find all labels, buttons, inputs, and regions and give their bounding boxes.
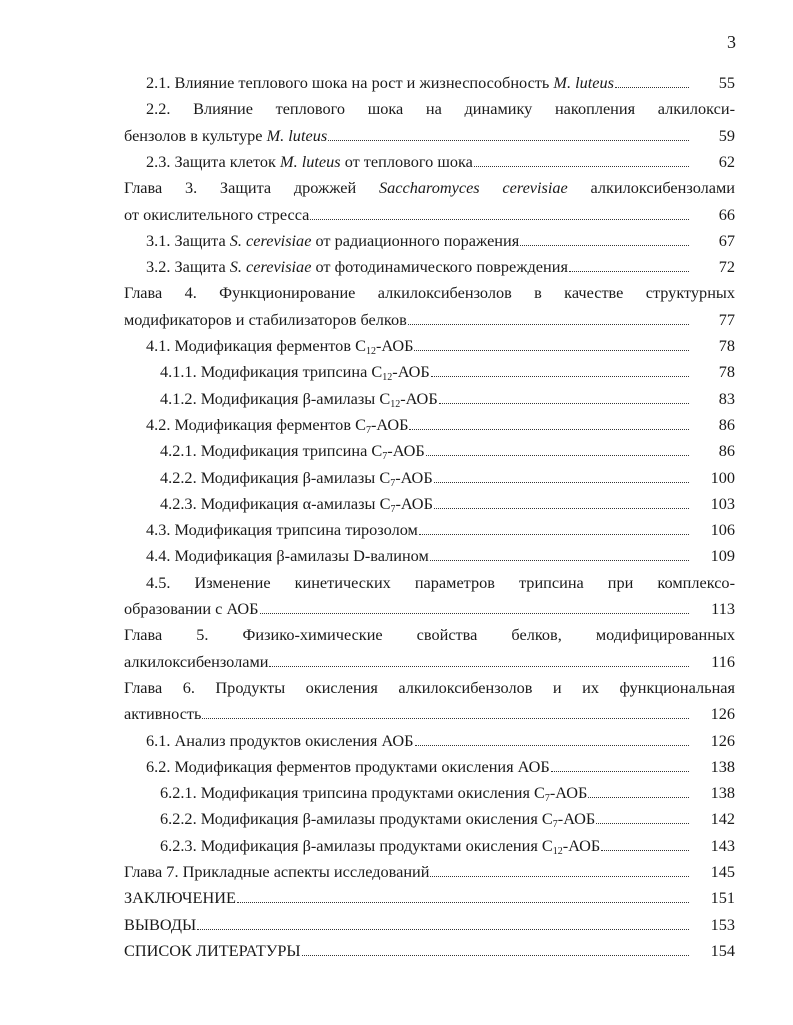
toc-entry[interactable] [124, 596, 735, 622]
toc-entry-title [124, 202, 309, 228]
toc-row [0, 491, 793, 517]
toc-entry[interactable] [124, 202, 735, 228]
toc-row [0, 228, 793, 254]
toc-entry-title [124, 307, 407, 333]
toc-page-number: 138 [710, 783, 735, 803]
toc-text: M. luteus [553, 73, 615, 92]
toc-entry[interactable] [124, 123, 735, 149]
toc-row [0, 333, 793, 359]
toc-entry-title [160, 438, 425, 464]
toc-text: -АОБ [370, 414, 409, 434]
toc-entry[interactable] [124, 649, 735, 675]
toc-text: 4.2. Модификация ферментов С [146, 414, 366, 434]
toc-entry-title [146, 149, 473, 175]
toc-page-number: 78 [718, 336, 735, 355]
toc-entry-title [124, 123, 327, 149]
dot-leader [615, 87, 689, 88]
toc-page-number: 55 [718, 73, 735, 92]
toc-entry[interactable] [124, 912, 735, 938]
toc-entry-title [146, 728, 414, 754]
toc-text: ВЫВОДЫ [124, 914, 197, 934]
toc-text: 3.1. Защита [146, 230, 230, 250]
toc-entry-title [146, 333, 413, 359]
toc-page-number: 78 [718, 362, 735, 382]
dot-leader [520, 245, 689, 246]
dot-leader [202, 718, 689, 719]
toc-text: -АОБ [387, 441, 425, 461]
dot-leader [237, 902, 689, 903]
toc-text: Saccharomyces cerevisiae [378, 178, 568, 198]
toc-page-number: 116 [711, 651, 735, 671]
dot-leader [269, 666, 689, 667]
toc-page-number: 86 [718, 414, 735, 434]
toc-row [0, 307, 793, 333]
toc-row [0, 175, 793, 201]
toc-entry[interactable] [124, 701, 735, 727]
toc-entry[interactable] [160, 438, 735, 464]
toc-line [146, 96, 735, 122]
toc-subscript: 7 [365, 424, 371, 436]
toc-entry-title [160, 359, 430, 385]
toc-text: от фотодинамического повреждения [311, 257, 568, 277]
toc-text: 6.2.3. Модификация β-амилазы продуктами окисления С [160, 835, 553, 855]
toc-row [0, 517, 793, 543]
toc-text: 2.1. Влияние теплового шока на рост и жизнеспособность [146, 73, 554, 92]
toc-entry[interactable] [160, 359, 735, 385]
toc-subscript: 12 [382, 372, 393, 384]
page-number: 3 [727, 32, 736, 52]
toc-row [0, 859, 793, 885]
toc-line [124, 175, 735, 201]
toc-text: 6.2.2. Модификация β-амилазы продуктами окисления С [160, 809, 553, 829]
toc-entry[interactable] [146, 333, 735, 359]
toc-entry-title [124, 701, 201, 727]
toc-text: СПИСОК ЛИТЕРАТУРЫ [124, 940, 301, 960]
toc-page-number: 67 [718, 230, 735, 250]
toc-text: 4.3. Модификация трипсина тирозолом [146, 520, 418, 540]
dot-leader [409, 429, 689, 430]
toc-row [0, 359, 793, 385]
toc-page-number: 103 [710, 493, 735, 513]
toc-page-number: 142 [710, 809, 735, 829]
toc-page-number: 145 [710, 862, 735, 881]
toc-subscript: 12 [390, 398, 401, 410]
dot-leader [414, 350, 689, 351]
toc-text: Глава 7. Прикладные аспекты исследований [124, 862, 430, 881]
toc-text: ЗАКЛЮЧЕНИЕ [124, 888, 236, 908]
dot-leader [596, 823, 689, 824]
toc-entry-title [160, 833, 600, 859]
toc-page-number: 106 [710, 520, 735, 540]
toc-text: M. luteus [280, 151, 341, 171]
toc-text: 2.2. Влияние теплового шока на динамику накопления алкилокси- [146, 99, 735, 119]
toc-text: 3.2. Защита [146, 257, 230, 277]
toc-subscript: 7 [544, 793, 550, 805]
toc-text: 4.4. Модификация β-амилазы D-валином [146, 546, 429, 566]
toc-subscript: 7 [382, 451, 388, 463]
toc-entry[interactable] [160, 386, 735, 412]
toc-line [146, 570, 735, 596]
toc-text: -АОБ [549, 783, 588, 803]
toc-row [0, 465, 793, 491]
toc-row [0, 938, 793, 964]
toc-entry[interactable] [146, 149, 735, 175]
dot-leader [302, 955, 689, 956]
toc-text: образовании с АОБ [124, 599, 259, 618]
toc-text: 4.2.3. Модификация α-амилазы С [160, 493, 391, 513]
dot-leader [415, 745, 690, 746]
toc-text: -АОБ [395, 467, 433, 487]
toc-text: -АОБ [557, 809, 596, 829]
dot-leader [551, 771, 689, 772]
toc-entry-title [124, 649, 268, 675]
toc-entry[interactable] [160, 833, 735, 859]
toc-row [0, 149, 793, 175]
toc-text: 6.1. Анализ продуктов окисления АОБ [146, 730, 414, 750]
toc-entry[interactable] [146, 728, 735, 754]
toc-entry[interactable] [146, 754, 735, 780]
toc-entry[interactable] [146, 412, 735, 438]
toc-entry[interactable] [124, 307, 735, 333]
toc-page-number: 86 [718, 441, 735, 461]
toc-row [0, 912, 793, 938]
toc-entry[interactable] [124, 938, 735, 964]
dot-leader [310, 219, 689, 220]
toc-page-number: 113 [711, 599, 735, 618]
toc-entry-title [146, 254, 568, 280]
toc-text: 4.2.2. Модификация β-амилазы С [160, 467, 391, 487]
toc-entry[interactable] [146, 517, 735, 543]
toc-entry-title [146, 70, 614, 96]
toc-entry[interactable] [160, 491, 735, 517]
toc-row [0, 438, 793, 464]
toc-text: 2.3. Защита клеток [146, 151, 281, 171]
toc-entry[interactable] [146, 70, 735, 96]
toc-text: Глава 5. Физико-химические свойства белков, модифицированных [124, 625, 735, 645]
toc-page-number: 66 [718, 204, 735, 224]
toc-entry[interactable] [146, 254, 735, 280]
toc-entry-title [146, 517, 418, 543]
toc-row [0, 754, 793, 780]
toc-text: -АОБ [562, 835, 601, 855]
toc-subscript: 12 [365, 346, 376, 357]
toc-row [0, 622, 793, 648]
toc-row [0, 123, 793, 149]
toc-text: M. luteus [266, 125, 328, 145]
toc-text: 6.2.1. Модификация трипсина продуктами окисления С [160, 783, 545, 803]
dot-leader [474, 166, 689, 167]
dot-leader [408, 324, 689, 325]
toc-row [0, 833, 793, 859]
toc-text: бензолов в культуре [124, 125, 267, 145]
toc-entry-title [160, 780, 587, 806]
toc-page-number: 126 [710, 730, 735, 750]
toc-row [0, 649, 793, 675]
toc-entry[interactable] [124, 859, 735, 885]
toc-text: модификаторов и стабилизаторов белков [124, 309, 407, 329]
dot-leader [197, 929, 689, 930]
dot-leader [260, 613, 689, 614]
toc-page-number: 62 [718, 151, 735, 171]
toc-entry-title [160, 386, 438, 412]
toc-page-number: 77 [718, 309, 735, 329]
toc-line [124, 675, 735, 701]
toc-entry-title [146, 754, 550, 780]
toc-entry-title [146, 228, 519, 254]
toc-entry-title [146, 543, 429, 569]
dot-leader [419, 534, 689, 535]
toc-text: -АОБ [400, 388, 438, 408]
toc-entry-title [124, 596, 259, 622]
dot-leader [328, 140, 689, 141]
dot-leader [601, 850, 689, 851]
toc-row [0, 386, 793, 412]
toc-row [0, 570, 793, 596]
toc-text: от теплового шока [340, 151, 473, 171]
toc-row [0, 70, 793, 96]
toc-entry[interactable] [124, 885, 735, 911]
toc-text: S. cerevisiae [229, 230, 312, 250]
toc-text: S. cerevisiae [229, 257, 312, 277]
toc-row [0, 885, 793, 911]
toc-text: -АОБ [395, 493, 433, 513]
toc-entry[interactable] [160, 465, 735, 491]
toc-entry-title [124, 938, 301, 964]
toc-line [124, 280, 735, 306]
toc-row [0, 254, 793, 280]
toc-row [0, 780, 793, 806]
toc-page-number: 72 [718, 257, 735, 277]
toc-entry[interactable] [146, 228, 735, 254]
toc-row [0, 806, 793, 832]
toc-entry-title [146, 412, 408, 438]
toc-text: активность [124, 704, 202, 724]
toc-page-number: 138 [710, 756, 735, 776]
toc-page-number: 153 [710, 914, 735, 934]
toc-subscript: 12 [552, 845, 563, 857]
toc-subscript: 7 [390, 477, 396, 489]
toc-text: от окислительного стресса [124, 204, 310, 224]
toc-row [0, 412, 793, 438]
toc-entry[interactable] [160, 780, 735, 806]
toc-row [0, 701, 793, 727]
toc-text: Глава 4. Функционирование алкилоксибензолов в качестве структурных [124, 283, 735, 303]
toc-page-number: 109 [710, 546, 735, 566]
toc-entry-title [160, 806, 595, 832]
dot-leader [426, 455, 689, 456]
toc-text: от радиационного поражения [311, 230, 520, 250]
toc-row [0, 543, 793, 569]
dot-leader [434, 508, 689, 509]
toc-row [0, 96, 793, 122]
toc-subscript: 7 [390, 503, 396, 515]
toc-row [0, 280, 793, 306]
toc-page-number: 83 [718, 388, 735, 408]
toc-text: 4.1.2. Модификация β-амилазы С [160, 388, 391, 408]
dot-leader [430, 560, 689, 561]
toc-text: алкилоксибензолами [567, 178, 735, 198]
toc-entry-title [160, 491, 433, 517]
toc-line [124, 622, 735, 648]
toc-page-number: 126 [710, 704, 735, 724]
toc-text: 4.2.1. Модификация трипсина С [160, 441, 383, 461]
dot-leader [431, 376, 689, 377]
dot-leader [588, 797, 689, 798]
toc-entry-title [124, 859, 429, 885]
dot-leader [434, 482, 689, 483]
toc-row [0, 675, 793, 701]
toc-entry-title [124, 912, 196, 938]
toc-entry[interactable] [160, 806, 735, 832]
toc-page-number: 100 [710, 467, 735, 487]
toc-text: -АОБ [392, 362, 430, 382]
toc-entry[interactable] [146, 543, 735, 569]
toc-entry-title [124, 885, 236, 911]
toc-text: 4.1. Модификация ферментов С [146, 336, 366, 355]
toc-text: алкилоксибензолами [124, 651, 269, 671]
toc-subscript: 7 [552, 819, 558, 831]
toc-page-number: 59 [718, 125, 735, 145]
toc-row [0, 202, 793, 228]
dot-leader [439, 403, 689, 404]
toc-text: 4.5. Изменение кинетических параметров трипсина при комплексо- [146, 572, 735, 592]
toc-text: 6.2. Модификация ферментов продуктами окисления АОБ [146, 756, 550, 776]
toc-page-number: 151 [710, 888, 735, 908]
toc-row [0, 596, 793, 622]
toc-text: 4.1.1. Модификация трипсина С [160, 362, 383, 382]
toc-text: Глава 6. Продукты окисления алкилоксибензолов и их функциональная [124, 677, 735, 697]
toc-entry-title [160, 465, 433, 491]
toc-text: Глава 3. Защита дрожжей [124, 178, 379, 198]
toc-row [0, 728, 793, 754]
dot-leader [569, 271, 689, 272]
toc-page-number: 154 [710, 940, 735, 960]
toc-text: -АОБ [375, 336, 414, 355]
dot-leader [430, 876, 689, 877]
toc-page-number: 143 [710, 835, 735, 855]
